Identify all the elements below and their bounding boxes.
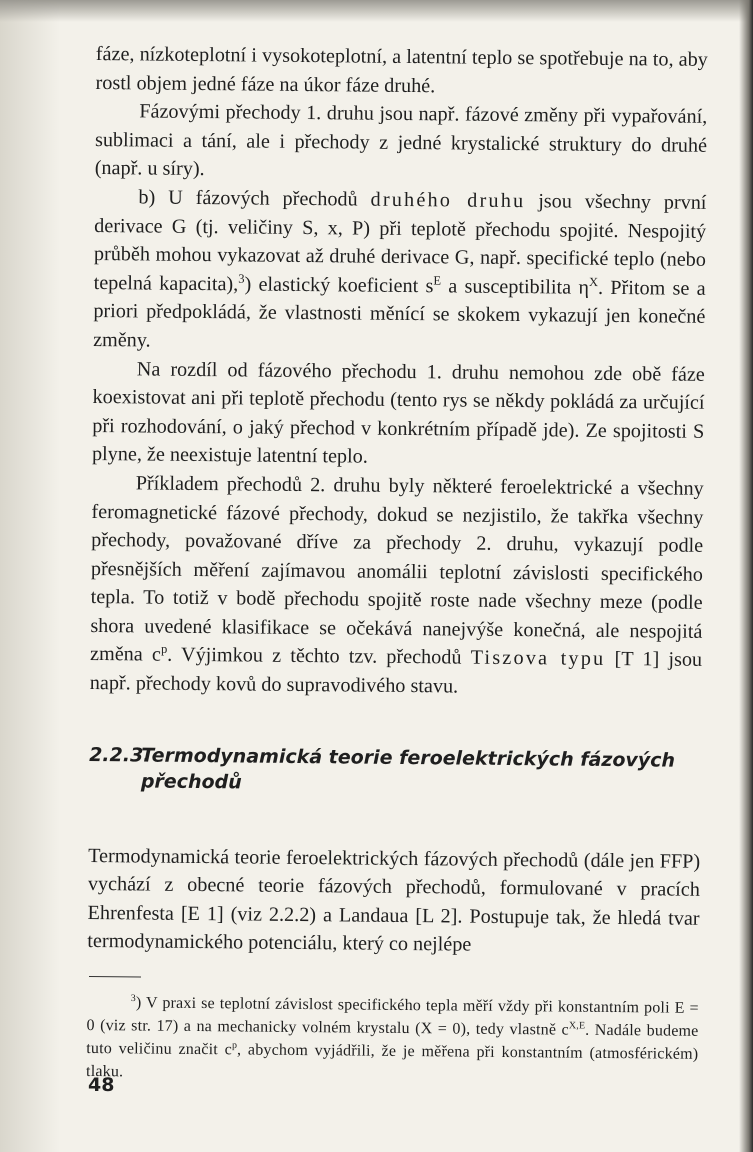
para-b-text-4: . Přitom se a priori předpokládá, že vlastnosti měnící se skokem vykazují jen konečné změny. xyxy=(93,276,706,352)
section-heading xyxy=(89,742,701,800)
para-ex-text-3: [T 1] jsou např. přechody kovů do supravodivého stavu. xyxy=(89,648,703,698)
para-ex-text-1: Příkladem přechodů 2. druhu byly některé feroelektrické a všechny feromagnetické fázové přechody, dokud se nezjistilo, že takřka všechny přechody, považované dříve za přechody 2. druhu, vykazují podle přesnějších měření zajímavou anomálii teplotní závislosti specifického tepla. To totiž v bodě přechodu spojitě roste nade všechny meze (podle shora uvedené klasifikace se očekává nanejvýše konečná, ale nespojitá změna c xyxy=(89,472,704,667)
footnote-ref: 3 xyxy=(238,271,245,286)
section-number: 2.2.3. xyxy=(89,743,151,767)
superscript-p: p xyxy=(160,642,168,657)
footnote-rule xyxy=(89,976,141,977)
footnote-text-3: , abychom vyjádřili, že je měřena při konstantním (atmosférickém) tlaku. xyxy=(86,1041,699,1081)
superscript-eta: X xyxy=(588,274,599,289)
footnote xyxy=(86,991,699,1089)
paragraph-coexistence: Na rozdíl od fázového přechodu 1. druhu nemohou zde obě fáze koexistovat ani při teplotě přechodu (tento rys se někdy pokládá za určující při rozhodování, o jaký přechod v konkrétním případě jde). Ze spojitosti S plyne, že neexistuje latentní teplo. xyxy=(91,357,705,468)
paragraph-first-order: Fázovými přechody 1. druhu jsou např. fázové změny při vypařování, sublimaci a tání, ale i přechody z jedné krystalické struktury do druhé (např. u síry). xyxy=(94,100,708,181)
section-paragraph: Termodynamická teorie feroelektrických fázových přechodů (dále jen FFP) vychází z obecné teorie fázových přechodů, formulované v pracích Ehrenfesta [E 1] (viz 2.2.2) a Landaua [L 2]. Postupuje tak, že hledá tvar termodynamického potenciálu, který co nejlépe xyxy=(87,844,701,957)
paragraph-examples xyxy=(90,469,704,704)
footnote-superscript-p: p xyxy=(231,1040,238,1052)
para-b-text-3: a susceptibilita η xyxy=(440,275,590,299)
section-title: Termodynamická teorie feroelektrických fázových přechodů xyxy=(140,744,676,794)
footnote-text-2: . Nadále budeme tuto veličinu značit c xyxy=(86,1021,699,1059)
spaced-term-tisza: Tiszova typu xyxy=(470,647,606,671)
para-b-text-2: ) elastický koeficient s xyxy=(244,273,434,297)
para-ex-text-2: . Výjimkou z těchto tzv. přechodů xyxy=(167,644,471,670)
page-edge-right xyxy=(739,0,753,1152)
para-b-text-1: jsou všechny první derivace G (tj. veličiny S, x, P) při teplotě přechodu spojité. Nespojitý průběh mohou vykazovat až druhé derivace G, např. specifické teplo (nebo tepelná kapacita), xyxy=(93,190,707,296)
paragraph-continued: fáze, nízkoteplotní i vysokoteplotní, a latentní teplo se spotřebuje na to, aby rostl objem jedné fáze na úkor fáze druhé. xyxy=(95,42,708,97)
page-shadow-left xyxy=(0,0,60,1152)
page-content xyxy=(86,40,708,1089)
footnote-mark: 3 xyxy=(130,993,137,1005)
page-number: 48 xyxy=(88,1074,115,1096)
footnote-text-1: ) V praxi se teplotní závislost specifického tepla měří vždy při konstantním poli E = 0 (viz str. 17) a na mechanicky volném krystalu (X = 0), tedy vlastně c xyxy=(86,994,699,1039)
paragraph-second-order xyxy=(93,183,707,360)
page-shadow-top xyxy=(0,0,753,22)
spaced-term: druhého druhu xyxy=(370,188,526,213)
para-b-lead: b) U fázových přechodů xyxy=(138,186,371,211)
superscript-xe: X,E xyxy=(568,1020,586,1032)
superscript-s: E xyxy=(433,273,442,288)
